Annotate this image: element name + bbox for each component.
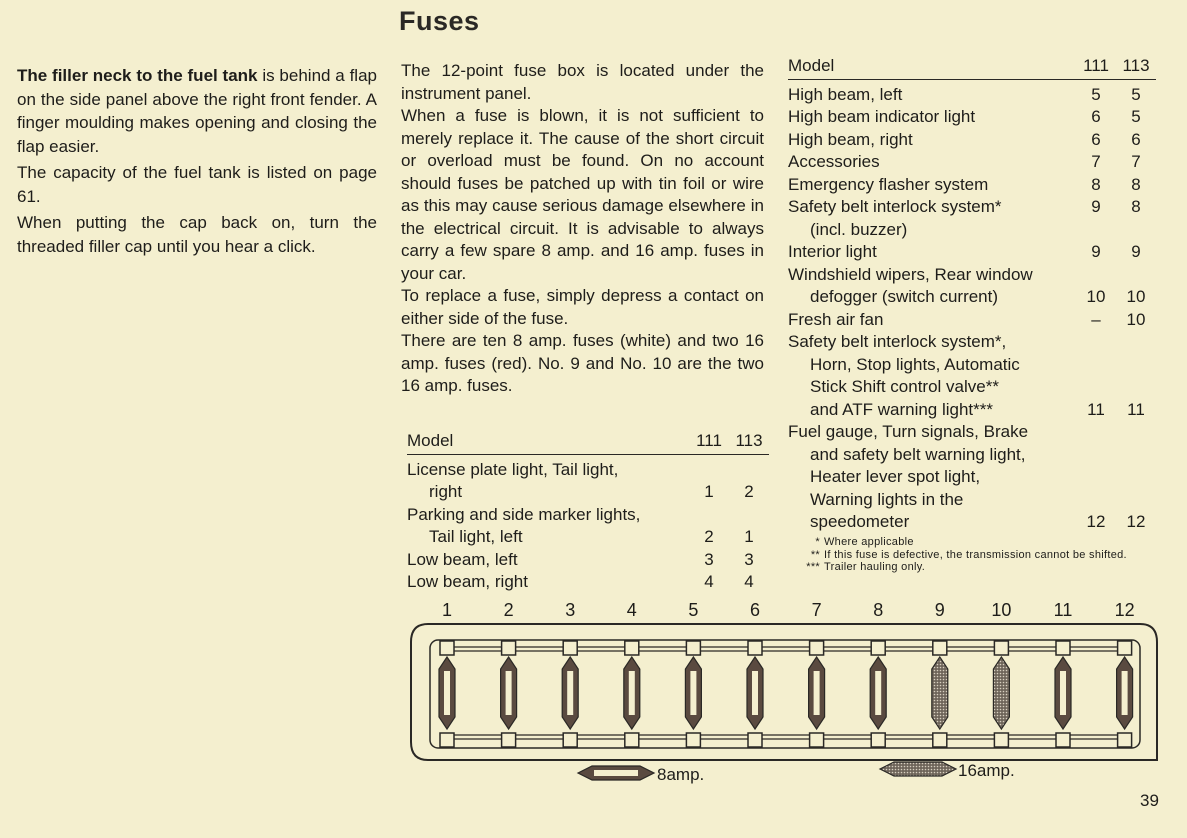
fuse-slot xyxy=(624,641,640,747)
fuse-number-label: 3 xyxy=(565,600,576,620)
model-header: Model xyxy=(788,56,835,75)
fuse-window xyxy=(1060,671,1066,715)
value-113: 7 xyxy=(1131,152,1141,171)
fuse-contact xyxy=(1118,733,1132,747)
value-111: 11 xyxy=(1087,399,1105,419)
fuse-contact xyxy=(1056,733,1070,747)
row-label-line: defogger (switch current) xyxy=(810,287,999,306)
fuse-16amp xyxy=(993,657,1009,729)
row-label-line: High beam, right xyxy=(788,129,913,149)
model-113-header: 113 xyxy=(1122,56,1150,75)
model-header: Model xyxy=(407,431,454,450)
value-111: 10 xyxy=(1086,287,1106,306)
fuse-number-label: 7 xyxy=(811,600,822,620)
row-label-line: Horn, Stop lights, Automatic xyxy=(810,354,1020,374)
fuse-contact xyxy=(625,641,639,655)
fuse-16amp xyxy=(932,657,948,729)
value-111: 9 xyxy=(1091,197,1101,216)
value-111: 12 xyxy=(1086,512,1106,531)
footnote-text: If this fuse is defective, the transmission cannot be shifted. xyxy=(824,548,1127,561)
page-title: Fuses xyxy=(399,6,480,36)
fuse-slot xyxy=(1117,641,1133,747)
value-111: 1 xyxy=(704,482,714,501)
value-111: 5 xyxy=(1091,84,1101,104)
model-111-header: 111 xyxy=(696,431,722,450)
row-label-line: Windshield wipers, Rear window xyxy=(788,264,1033,284)
filler-neck-text: is behind a flap on the side panel above the right front fender. A finger moulding makes opening and closing the flap easier. xyxy=(17,66,377,156)
model-111-header: 111 xyxy=(1083,56,1109,75)
fuse-number-label: 5 xyxy=(688,600,699,620)
row-label-line: (incl. buzzer) xyxy=(810,219,908,239)
fuse-number-label: 1 xyxy=(441,600,453,620)
value-113: 1 xyxy=(744,527,754,546)
value-113: 10 xyxy=(1126,309,1146,329)
fuse-contact xyxy=(933,733,947,747)
row-label-line: Parking and side marker lights, xyxy=(407,504,641,524)
row-label-line: Warning lights in the xyxy=(810,489,964,509)
value-113: 5 xyxy=(1131,107,1141,126)
value-111: 2 xyxy=(704,527,714,546)
row-label-line: Emergency flasher system xyxy=(788,174,989,194)
value-111: 6 xyxy=(1091,129,1101,149)
row-label-line: Accessories xyxy=(788,152,880,171)
row-label-line: License plate light, Tail light, xyxy=(407,459,619,479)
fuse-number-label: 11 xyxy=(1053,600,1073,620)
fuse-contact xyxy=(748,733,762,747)
model-113-header: 113 xyxy=(735,431,763,450)
value-111: 7 xyxy=(1091,152,1101,171)
fuse-slot xyxy=(562,641,578,747)
fuse-contact xyxy=(563,641,577,655)
row-label-line: and ATF warning light*** xyxy=(810,399,994,419)
fuse-contact xyxy=(502,733,516,747)
value-113: 6 xyxy=(1131,129,1141,149)
page-number: 39 xyxy=(1140,791,1159,810)
fuse-box-location-paragraph: The 12-point fuse box is located under the instrument panel. xyxy=(401,61,764,103)
fuse-box-inner-frame xyxy=(430,640,1140,748)
fuse-slot xyxy=(685,641,701,747)
value-113: 4 xyxy=(744,572,754,591)
fuse-16amp-icon xyxy=(880,762,956,776)
fuse-contact xyxy=(994,733,1008,747)
value-113: 5 xyxy=(1131,84,1141,104)
fuse-contact xyxy=(563,733,577,747)
value-113: 11 xyxy=(1127,399,1145,419)
fuse-window xyxy=(752,671,758,715)
fuse-number-label: 9 xyxy=(934,600,945,620)
fuse-contact xyxy=(502,641,516,655)
fuse-window xyxy=(567,671,573,715)
fuse-number-label: 8 xyxy=(873,600,884,620)
value-111: – xyxy=(1091,309,1101,329)
footnote-text: Where applicable xyxy=(824,536,914,548)
replace-fuse-paragraph: To replace a fuse, simply depress a contact on either side of the fuse. xyxy=(401,286,764,328)
fuse-window xyxy=(875,671,881,715)
row-label-line: and safety belt warning light, xyxy=(810,444,1026,464)
row-label-line: High beam, left xyxy=(788,84,903,104)
fuse-contact xyxy=(871,641,885,655)
tank-capacity-paragraph: The capacity of the fuel tank is listed on page 61. xyxy=(17,163,377,206)
fuse-contact xyxy=(1056,641,1070,655)
value-113: 3 xyxy=(744,549,754,569)
fuse-slot xyxy=(809,641,825,747)
fuse-window xyxy=(444,671,450,715)
value-113: 8 xyxy=(1131,174,1141,194)
fuse-contact xyxy=(686,641,700,655)
blown-fuse-paragraph: When a fuse is blown, it is not sufficient to merely replace it. The cause of the short circuit or overload must be found. On no account should fuses be patched up with tin foil or wire as this may cause serious damage elsewhere in the electrical circuit. It is advisable to always carry a few spare 8 amp. and 16 amp. fuses in your car. xyxy=(401,106,764,283)
legend-8amp-label: 8amp. xyxy=(657,765,705,784)
fuse-slot xyxy=(1055,641,1071,747)
value-111: 8 xyxy=(1091,174,1101,194)
row-label-line: Stick Shift control valve** xyxy=(810,377,999,396)
fuse-slot xyxy=(439,641,455,747)
footnote-text: Trailer hauling only. xyxy=(824,561,926,573)
fuse-number-label: 4 xyxy=(626,600,637,620)
value-111: 9 xyxy=(1091,242,1101,261)
fuse-slot xyxy=(870,641,886,747)
row-label-line: Low beam, right xyxy=(407,572,528,591)
value-113: 9 xyxy=(1131,242,1141,261)
fuse-number-label: 12 xyxy=(1114,600,1135,620)
footnote-mark: ** xyxy=(810,548,820,561)
fuse-contact xyxy=(440,733,454,747)
fuse-number-label: 6 xyxy=(749,600,761,620)
fuse-contact xyxy=(871,733,885,747)
fuse-contact xyxy=(810,733,824,747)
fuse-contact xyxy=(625,733,639,747)
fuse-slot xyxy=(747,641,763,747)
legend-8amp xyxy=(578,765,704,784)
legend-16amp xyxy=(880,761,1015,780)
fuse-contact xyxy=(748,641,762,655)
value-111: 3 xyxy=(704,549,714,569)
footnote-mark: *** xyxy=(806,561,820,573)
filler-cap-paragraph: When putting the cap back on, turn the threaded filler cap until you hear a click. xyxy=(17,213,377,256)
fuse-slot xyxy=(993,641,1009,747)
row-label-line: Heater lever spot light, xyxy=(810,467,981,486)
value-111: 4 xyxy=(704,572,714,591)
fuse-number-label: 10 xyxy=(991,600,1012,620)
row-label-line: speedometer xyxy=(810,512,910,531)
value-113: 8 xyxy=(1131,197,1141,216)
fuse-window xyxy=(629,671,635,715)
row-label-line: Tail light, left xyxy=(429,527,523,546)
fuse-window xyxy=(690,671,696,715)
row-label-line: High beam indicator light xyxy=(788,107,976,126)
legend-16amp-label: 16amp. xyxy=(958,761,1015,780)
fuse-window xyxy=(506,671,512,715)
fuse-contact xyxy=(810,641,824,655)
fuse-slot xyxy=(932,641,948,747)
fuse-contact xyxy=(994,641,1008,655)
value-111: 6 xyxy=(1091,107,1101,126)
fuse-contact xyxy=(440,641,454,655)
filler-neck-heading: The filler neck to the fuel tank xyxy=(17,66,258,85)
row-label-line: Fuel gauge, Turn signals, Brake xyxy=(788,422,1029,441)
fuse-slot xyxy=(501,641,517,747)
row-label-line: Low beam, left xyxy=(407,549,518,569)
value-113: 12 xyxy=(1126,512,1146,531)
row-label-line: Safety belt interlock system*, xyxy=(788,332,1007,351)
fuse-count-paragraph: There are ten 8 amp. fuses (white) and two 16 amp. fuses (red). No. 9 and No. 10 are the two 16 amp. fuses. xyxy=(401,331,764,395)
row-label-line: Interior light xyxy=(788,242,877,261)
fuse-window xyxy=(1122,671,1128,715)
value-113: 2 xyxy=(744,482,754,501)
fuse-contact xyxy=(1118,641,1132,655)
fuse-contact xyxy=(686,733,700,747)
fuse-window xyxy=(814,671,820,715)
fuse-number-label: 2 xyxy=(503,600,514,620)
footnote-mark: * xyxy=(815,536,820,548)
value-113: 10 xyxy=(1126,287,1146,306)
row-label-line: right xyxy=(429,482,463,501)
fuse-contact xyxy=(933,641,947,655)
row-label-line: Fresh air fan xyxy=(788,309,884,329)
row-label-line: Safety belt interlock system* xyxy=(788,197,1002,216)
